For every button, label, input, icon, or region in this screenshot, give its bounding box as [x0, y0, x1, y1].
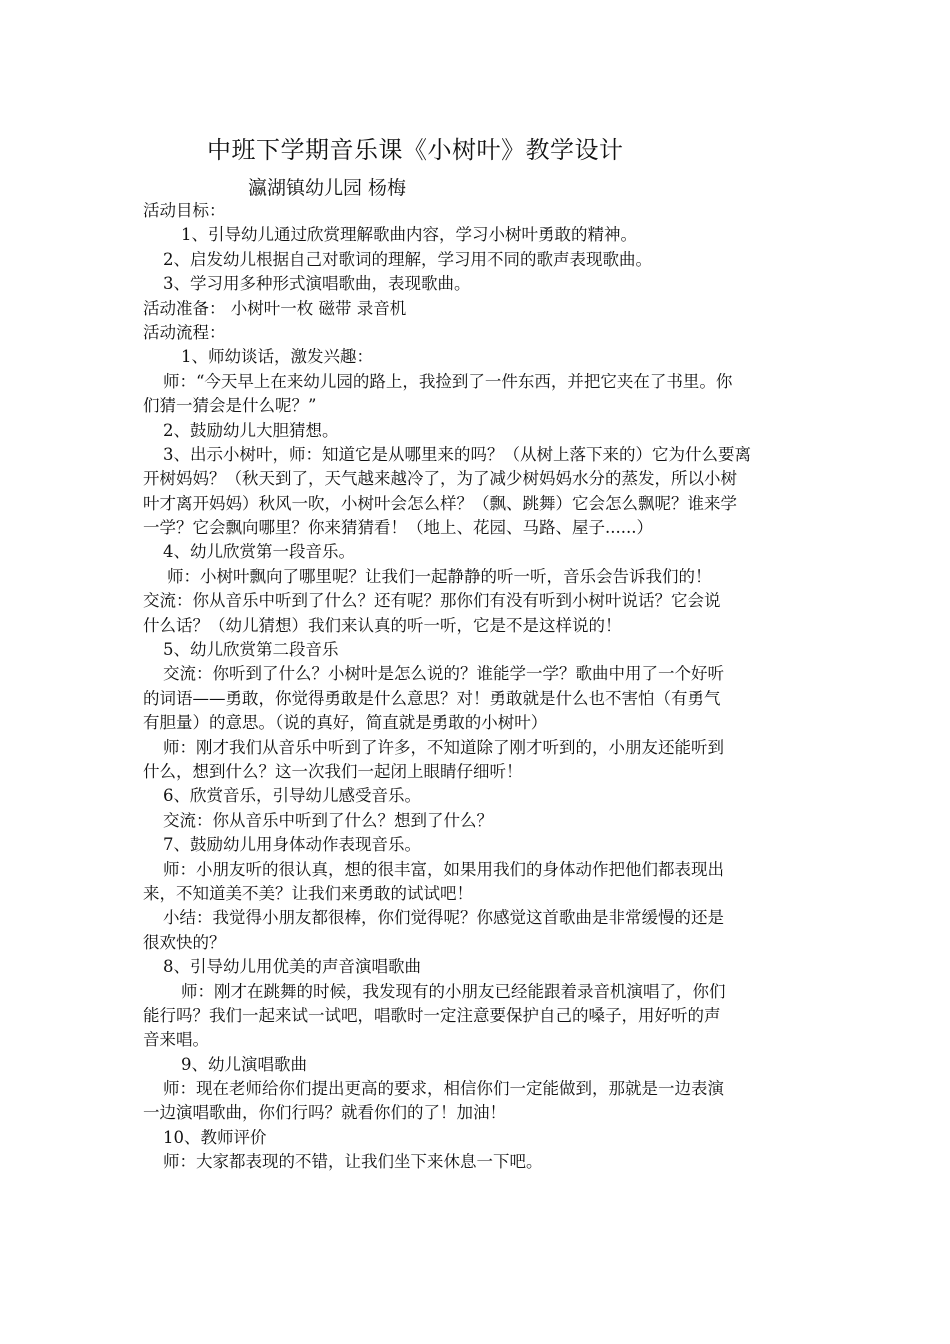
document-title: 中班下学期音乐课《小树叶》教学设计 [207, 136, 624, 164]
body-line: 5、幼儿欣赏第二段音乐 [163, 640, 339, 660]
body-line: 4、幼儿欣赏第一段音乐。 [163, 542, 355, 562]
body-line: 一学？它会飘向哪里？你来猜猜看！（地上、花园、马路、屋子......） [143, 518, 653, 538]
body-line: 8、引导幼儿用优美的声音演唱歌曲 [163, 957, 421, 977]
body-line: 3、学习用多种形式演唱歌曲，表现歌曲。 [163, 274, 471, 294]
body-line: 什么，想到什么？这一次我们一起闭上眼睛仔细听！ [143, 761, 523, 781]
body-line: 7、鼓励幼儿用身体动作表现音乐。 [163, 835, 421, 855]
body-line: 2、启发幼儿根据自己对歌词的理解，学习用不同的歌声表现歌曲。 [163, 249, 652, 269]
body-line: 交流：你听到了什么？小树叶是怎么说的？谁能学一学？歌曲中用了一个好听 [163, 664, 724, 684]
body-line: 叶才离开妈妈）秋风一吹，小树叶会怎么样？（飘、跳舞）它会怎么飘呢？谁来学 [143, 493, 737, 513]
body-line: 6、欣赏音乐，引导幼儿感受音乐。 [163, 786, 421, 806]
body-line: 师：小朋友听的很认真，想的很丰富，如果用我们的身体动作把他们都表现出 [163, 859, 724, 879]
body-line: 开树妈妈？（秋天到了，天气越来越冷了，为了减少树妈妈水分的蒸发，所以小树 [143, 469, 737, 489]
body-line: 2、鼓励幼儿大胆猜想。 [163, 420, 339, 440]
document-body [143, 199, 811, 1175]
body-line: 师：现在老师给你们提出更高的要求，相信你们一定能做到，那就是一边表演 [163, 1079, 724, 1099]
body-line: 师：刚才我们从音乐中听到了许多，不知道除了刚才听到的，小朋友还能听到 [163, 737, 724, 757]
body-line: 3、出示小树叶，师：知道它是从哪里来的吗？（从树上落下来的）它为什么要离 [163, 444, 751, 464]
body-line: 很欢快的？ [143, 932, 226, 952]
body-line: 小结：我觉得小朋友都很棒，你们觉得呢？你感觉这首歌曲是非常缓慢的还是 [163, 908, 724, 928]
body-line: 1、引导幼儿通过欣赏理解歌曲内容，学习小树叶勇敢的精神。 [181, 225, 637, 245]
body-line: 有胆量）的意思。（说的真好，简直就是勇敢的小树叶） [143, 713, 548, 733]
body-line: 的词语——勇敢，你觉得勇敢是什么意思？对！勇敢就是什么也不害怕（有勇气 [143, 688, 721, 708]
body-line: 师：“今天早上在来幼儿园的路上，我捡到了一件东西，并把它夹在了书里。你 [163, 371, 733, 391]
body-line: 交流：你从音乐中听到了什么？还有呢？那你们有没有听到小树叶说话？它会说 [143, 591, 721, 611]
body-line: 10、教师评价 [163, 1127, 267, 1147]
body-line: 能行吗？我们一起来试一试吧，唱歌时一定注意要保护自己的嗓子，用好听的声 [143, 1005, 721, 1025]
body-line: 活动流程： [143, 322, 226, 342]
body-line: 交流：你从音乐中听到了什么？想到了什么？ [163, 810, 493, 830]
body-line: 师：大家都表现的不错，让我们坐下来休息一下吧。 [163, 1152, 543, 1172]
body-line: 什么话？（幼儿猜想）我们来认真的听一听，它是不是这样说的！ [143, 615, 622, 635]
body-line: 活动准备： 小树叶一枚 磁带 录音机 [143, 298, 407, 318]
body-line: 9、幼儿演唱歌曲 [181, 1054, 307, 1074]
document-author: 瀛湖镇幼儿园 杨梅 [248, 177, 407, 199]
body-line: 来，不知道美不美？让我们来勇敢的试试吧！ [143, 883, 473, 903]
body-line: 师：刚才在跳舞的时候，我发现有的小朋友已经能跟着录音机演唱了，你们 [181, 981, 726, 1001]
body-line: 一边演唱歌曲，你们行吗？就看你们的了！加油！ [143, 1103, 506, 1123]
body-line: 师：小树叶飘向了哪里呢？让我们一起静静的听一听，音乐会告诉我们的！ [167, 566, 712, 586]
body-line: 1、师幼谈话，激发兴趣： [181, 347, 373, 367]
body-line: 们猜一猜会是什么呢？” [143, 396, 317, 416]
body-line: 活动目标： [143, 201, 226, 220]
body-line: 音来唱。 [143, 1030, 209, 1050]
